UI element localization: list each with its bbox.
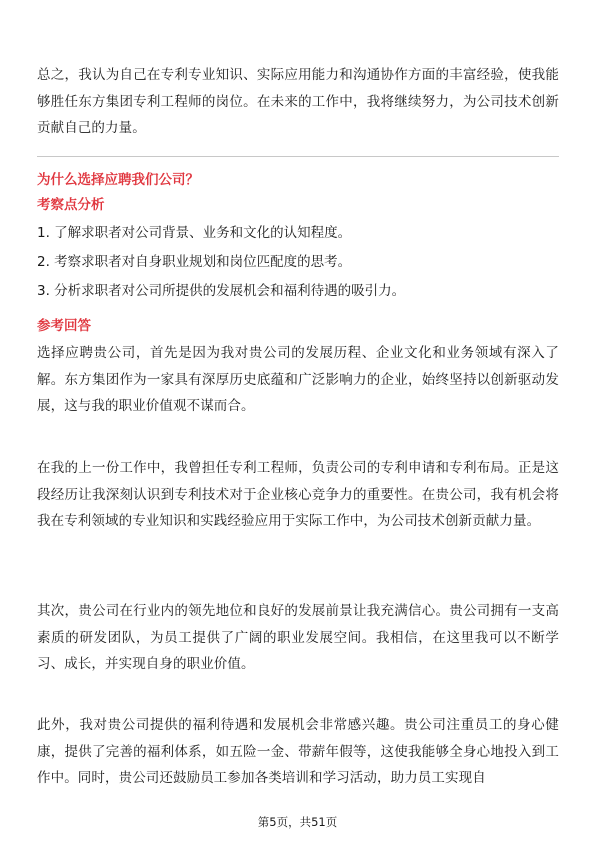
- question-heading: 为什么选择应聘我们公司？: [37, 172, 199, 188]
- analysis-label: 考察点分析: [37, 197, 105, 213]
- page-footer: 第5页，共51页: [257, 815, 338, 829]
- analysis-item-2: 2. 考察求职者对自身职业规划和岗位匹配度的思考。: [37, 254, 352, 270]
- answer-paragraph-4: 此外，我对贵公司提供的福利待遇和发展机会非常感兴趣。贵公司注重员工的身心健康，提供了完善的福利体系，如五险一金、带薪年假等，这使我能够全身心地投入到工作中。同时，贵公司还鼓励员工参加各类培训和学习活动，助力员工实现自: [37, 717, 559, 786]
- section-divider: [37, 156, 559, 157]
- analysis-item-1: 1. 了解求职者对公司背景、业务和文化的认知程度。: [37, 225, 352, 241]
- answer-paragraph-2: 在我的上一份工作中，我曾担任专利工程师，负责公司的专利申请和专利布局。正是这段经历让我深刻认识到专利技术对于企业核心竞争力的重要性。在贵公司，我有机会将我在专利领域的专业知识和实践经验应用于实际工作中，为公司技术创新贡献力量。: [37, 460, 559, 529]
- answer-paragraph-1: 选择应聘贵公司，首先是因为我对贵公司的发展历程、企业文化和业务领域有深入了解。东方集团作为一家具有深厚历史底蕴和广泛影响力的企业，始终坚持以创新驱动发展，这与我的职业价值观不谋而合。: [37, 345, 559, 414]
- analysis-item-3: 3. 分析求职者对公司所提供的发展机会和福利待遇的吸引力。: [37, 283, 406, 299]
- answer-label: 参考回答: [37, 318, 91, 334]
- intro-paragraph: 总之，我认为自己在专利专业知识、实际应用能力和沟通协作方面的丰富经验，使我能够胜任东方集团专利工程师的岗位。在未来的工作中，我将继续努力，为公司技术创新贡献自己的力量。: [37, 67, 559, 136]
- answer-paragraph-3: 其次，贵公司在行业内的领先地位和良好的发展前景让我充满信心。贵公司拥有一支高素质的研发团队，为员工提供了广阔的职业发展空间。我相信，在这里我可以不断学习、成长，并实现自身的职业价值。: [37, 603, 559, 672]
